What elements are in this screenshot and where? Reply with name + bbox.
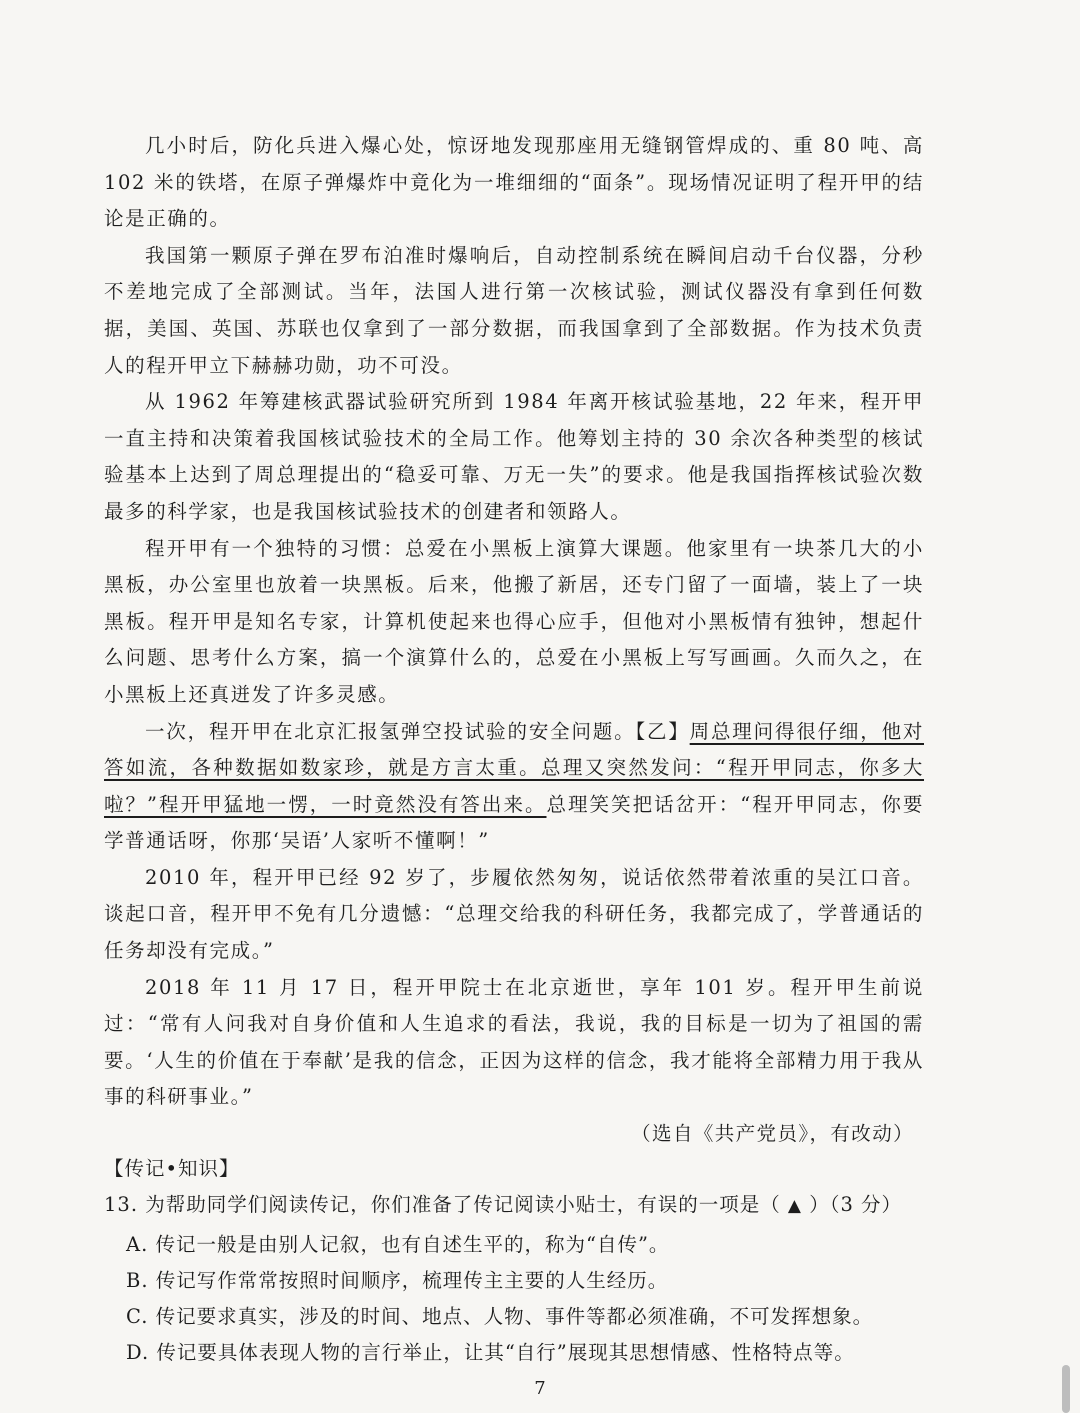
article-source: （选自《共产党员》，有改动） xyxy=(631,1122,914,1145)
option-d: D. 传记要具体表现人物的言行举止，让其“自行”展现其思想情感、性格特点等。 xyxy=(126,1341,855,1364)
biography-article xyxy=(104,128,924,1116)
question-13 xyxy=(104,1188,934,1371)
page-number: 7 xyxy=(534,1378,546,1399)
paragraph-1: 几小时后，防化兵进入爆心处，惊讶地发现那座用无缝钢管焊成的、重 80 吨、高 102 米的铁塔，在原子弹爆炸中竟化为一堆细细的“面条”。现场情况证明了程开甲的结论是正确的。 xyxy=(104,134,924,231)
paragraph-2: 我国第一颗原子弹在罗布泊准时爆响后，自动控制系统在瞬间启动千台仪器，分秒不差地完成了全部测试。当年，法国人进行第一次核试验，测试仪器没有拿到任何数据，美国、英国、苏联也仅拿到了一部分数据，而我国拿到了全部数据。作为技术负责人的程开甲立下赫赫功勋，功不可没。 xyxy=(104,243,924,377)
scrollbar-thumb[interactable] xyxy=(1062,1365,1070,1413)
paragraph-6: 2010 年，程开甲已经 92 岁了，步履依然匆匆，说话依然带着浓重的吴江口音。谈起口音，程开甲不免有几分遗憾：“总理交给我的科研任务，我都完成了，学普通话的任务却没有完成。” xyxy=(104,865,924,963)
answer-options xyxy=(126,1227,934,1371)
option-b: B. 传记写作常常按照时间顺序，梳理传主主要的人生经历。 xyxy=(126,1269,669,1292)
underlined-passage-yi: 周总理问得很仔细，他对答如流，各种数据如数家珍，就是方言太重。总理又突然发问：“程开甲同志，你多大啦？”程开甲猛地一愣，一时竟然没有答出来。 xyxy=(104,719,924,816)
question-stem: 13. 为帮助同学们阅读传记，你们准备了传记阅读小贴士，有误的一项是（ ▲ ）（3 分） xyxy=(104,1193,903,1216)
option-a: A. 传记一般是由别人记叙，也有自述生平的，称为“自传”。 xyxy=(126,1233,670,1256)
answer-blank-triangle: ▲ xyxy=(787,1196,802,1216)
paragraph-3: 从 1962 年筹建核武器试验研究所到 1984 年离开核试验基地，22 年来，程开甲一直主持和决策着我国核试验技术的全局工作。他筹划主持的 30 余次各种类型的核试验基本上达到了周总理提出的“稳妥可靠、万无一失”的要求。他是我国指挥核试验次数最多的科学家，也是我国核试验技术的创建者和领路人。 xyxy=(104,390,924,523)
paragraph-5: 一次，程开甲在北京汇报氢弹空投试验的安全问题。【乙】周总理问得很仔细，他对答如流，各种数据如数家珍，就是方言太重。总理又突然发问：“程开甲同志，你多大啦？”程开甲猛地一愣，一时竟然没有答出来。总理笑笑把话岔开：“程开甲同志，你要学普通话呀，你那‘吴语’人家听不懂啊！” xyxy=(104,719,924,853)
paragraph-7: 2018 年 11 月 17 日，程开甲院士在北京逝世，享年 101 岁。程开甲生前说过：“常有人问我对自身价值和人生追求的看法，我说，我的目标是一切为了祖国的需要。‘人生的价值在于奉献’是我的信念，正因为这样的信念，我才能将全部精力用于我从事的科研事业。” xyxy=(104,975,924,1109)
section-heading: 【传记•知识】 xyxy=(104,1157,240,1180)
paragraph-4: 程开甲有一个独特的习惯：总爱在小黑板上演算大课题。他家里有一块茶几大的小黑板，办公室里也放着一块黑板。后来，他搬了新居，还专门留了一面墙，装上了一块黑板。程开甲是知名专家，计算机使起来也得心应手，但他对小黑板情有独钟，想起什么问题、思考什么方案，搞一个演算什么的，总爱在小黑板上写写画画。久而久之，在小黑板上还真迸发了许多灵感。 xyxy=(104,536,924,706)
option-c: C. 传记要求真实，涉及的时间、地点、人物、事件等都必须准确，不可发挥想象。 xyxy=(126,1305,874,1328)
